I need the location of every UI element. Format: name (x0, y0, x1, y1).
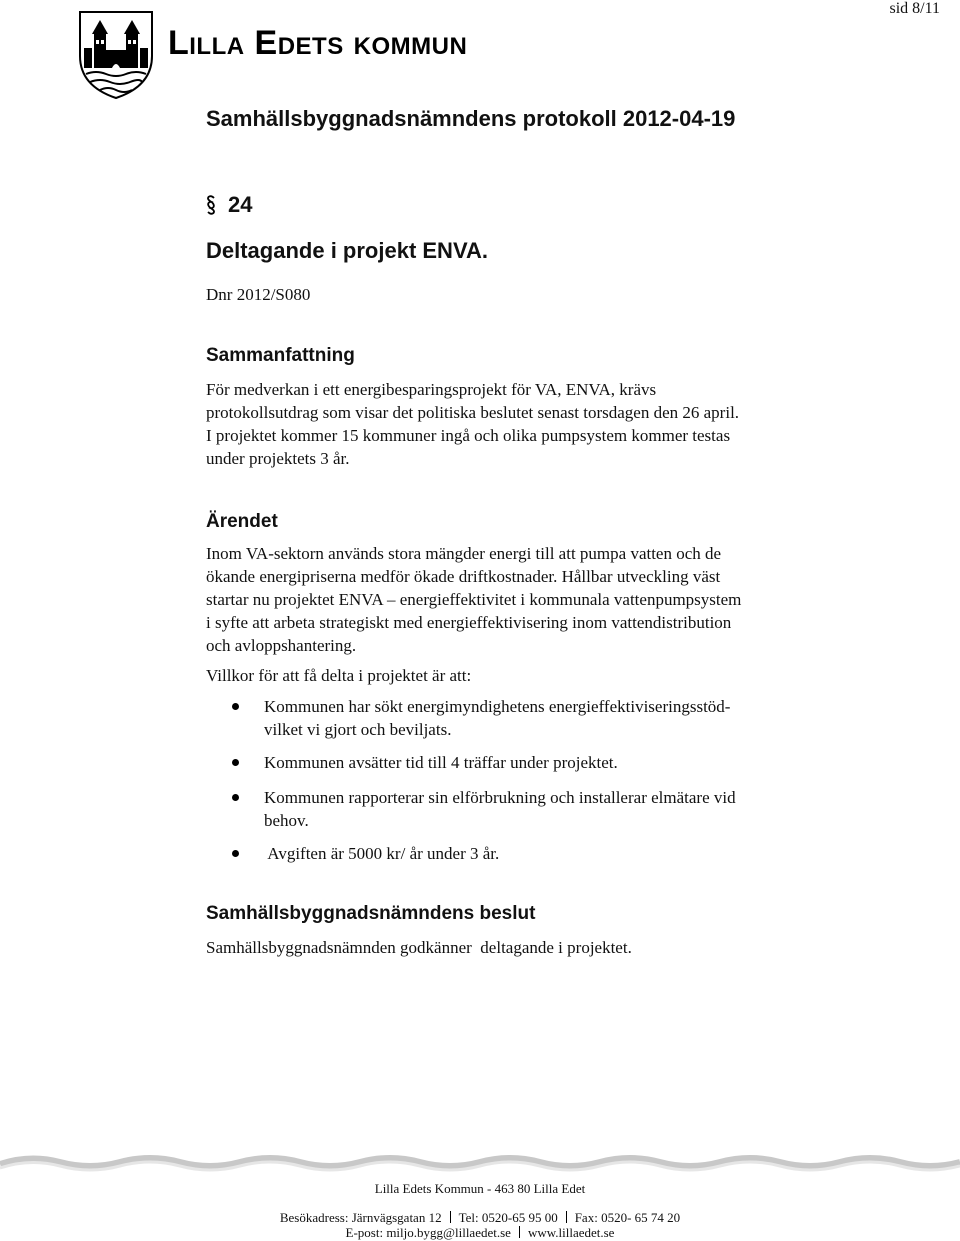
bullet-icon (232, 703, 239, 710)
footer-fax: Fax: 0520- 65 74 20 (574, 1210, 681, 1225)
footer-email-link[interactable]: E-post: miljo.bygg@lillaedet.se (345, 1225, 511, 1240)
footer-visit-address: Besökadress: Järnvägsgatan 12 (279, 1210, 442, 1225)
condition-line: Kommunen rapporterar sin elförbrukning och installerar elmätare vid (264, 788, 736, 807)
reference-number: Dnr 2012/S080 (206, 285, 311, 304)
summary-line: under projektets 3 år. (206, 449, 350, 468)
condition-line: Kommunen har sökt energimyndighetens energieffektiviseringsstöd- (264, 697, 731, 716)
list-item (224, 842, 824, 865)
footer-separator (519, 1226, 520, 1238)
matter-line: och avloppshantering. (206, 636, 357, 655)
list-item (224, 786, 824, 832)
condition-line: behov. (264, 811, 309, 830)
matter-line: i syfte att arbeta strategiskt med energieffektivisering inom vattendistribution (206, 613, 732, 632)
footer-web-link[interactable]: www.lillaedet.se (527, 1225, 615, 1240)
decision-heading: Samhällsbyggnadsnämndens beslut (206, 903, 536, 924)
list-item (224, 751, 824, 774)
footer-phone: Tel: 0520-65 95 00 (458, 1210, 558, 1225)
summary-heading: Sammanfattning (206, 345, 355, 366)
page-number: sid 8/11 (889, 0, 940, 17)
footer-web-line (0, 1225, 960, 1241)
list-item (224, 695, 824, 741)
condition-line: Avgiften är 5000 kr/ år under 3 år. (264, 844, 500, 863)
matter-line: ökande energipriserna medför ökade driftkostnader. Hållbar utveckling väst (206, 567, 721, 586)
municipal-crest-logo (76, 4, 156, 100)
summary-line: För medverkan i ett energibesparingsprojekt för VA, ENVA, krävs (206, 380, 657, 399)
conditions-list (224, 695, 824, 865)
condition-line: Kommunen avsätter tid till 4 träffar under projektet. (264, 753, 618, 772)
footer-contact-line (0, 1210, 960, 1226)
matter-line: startar nu projektet ENVA – energieffektivitet i kommunala vattenpumpsystem (206, 590, 742, 609)
matter-text (206, 542, 826, 657)
matter-line: Inom VA-sektorn används stora mängder energi till att pumpa vatten och de (206, 544, 722, 563)
summary-line: protokollsutdrag som visar det politiska beslutet senast torsdagen den 26 april. (206, 403, 740, 422)
bullet-icon (232, 794, 239, 801)
conditions-intro: Villkor för att få delta i projektet är att: (206, 666, 472, 685)
paragraph-number (206, 192, 252, 218)
document-title: Samhällsbyggnadsnämndens protokoll 2012-04-19 (206, 106, 736, 131)
summary-text (206, 378, 826, 470)
condition-line: vilket vi gjort och beviljats. (264, 720, 452, 739)
matter-heading: Ärendet (206, 511, 278, 532)
footer-address: Lilla Edets Kommun - 463 80 Lilla Edet (374, 1181, 586, 1196)
footer-wave-divider (0, 1150, 960, 1174)
footer-separator (566, 1211, 567, 1223)
bullet-icon (232, 759, 239, 766)
footer-separator (450, 1211, 451, 1223)
decision-text: Samhällsbyggnadsnämnden godkänner deltagande i projektet. (206, 938, 632, 957)
summary-line: I projektet kommer 15 kommuner ingå och olika pumpsystem kommer testas (206, 426, 731, 445)
item-title: Deltagande i projekt ENVA. (206, 238, 488, 263)
bullet-icon (232, 850, 239, 857)
municipality-logo-text: Lilla Edets kommun (168, 24, 468, 62)
section-sign-icon (206, 195, 216, 215)
paragraph-number-value: 24 (228, 192, 253, 217)
